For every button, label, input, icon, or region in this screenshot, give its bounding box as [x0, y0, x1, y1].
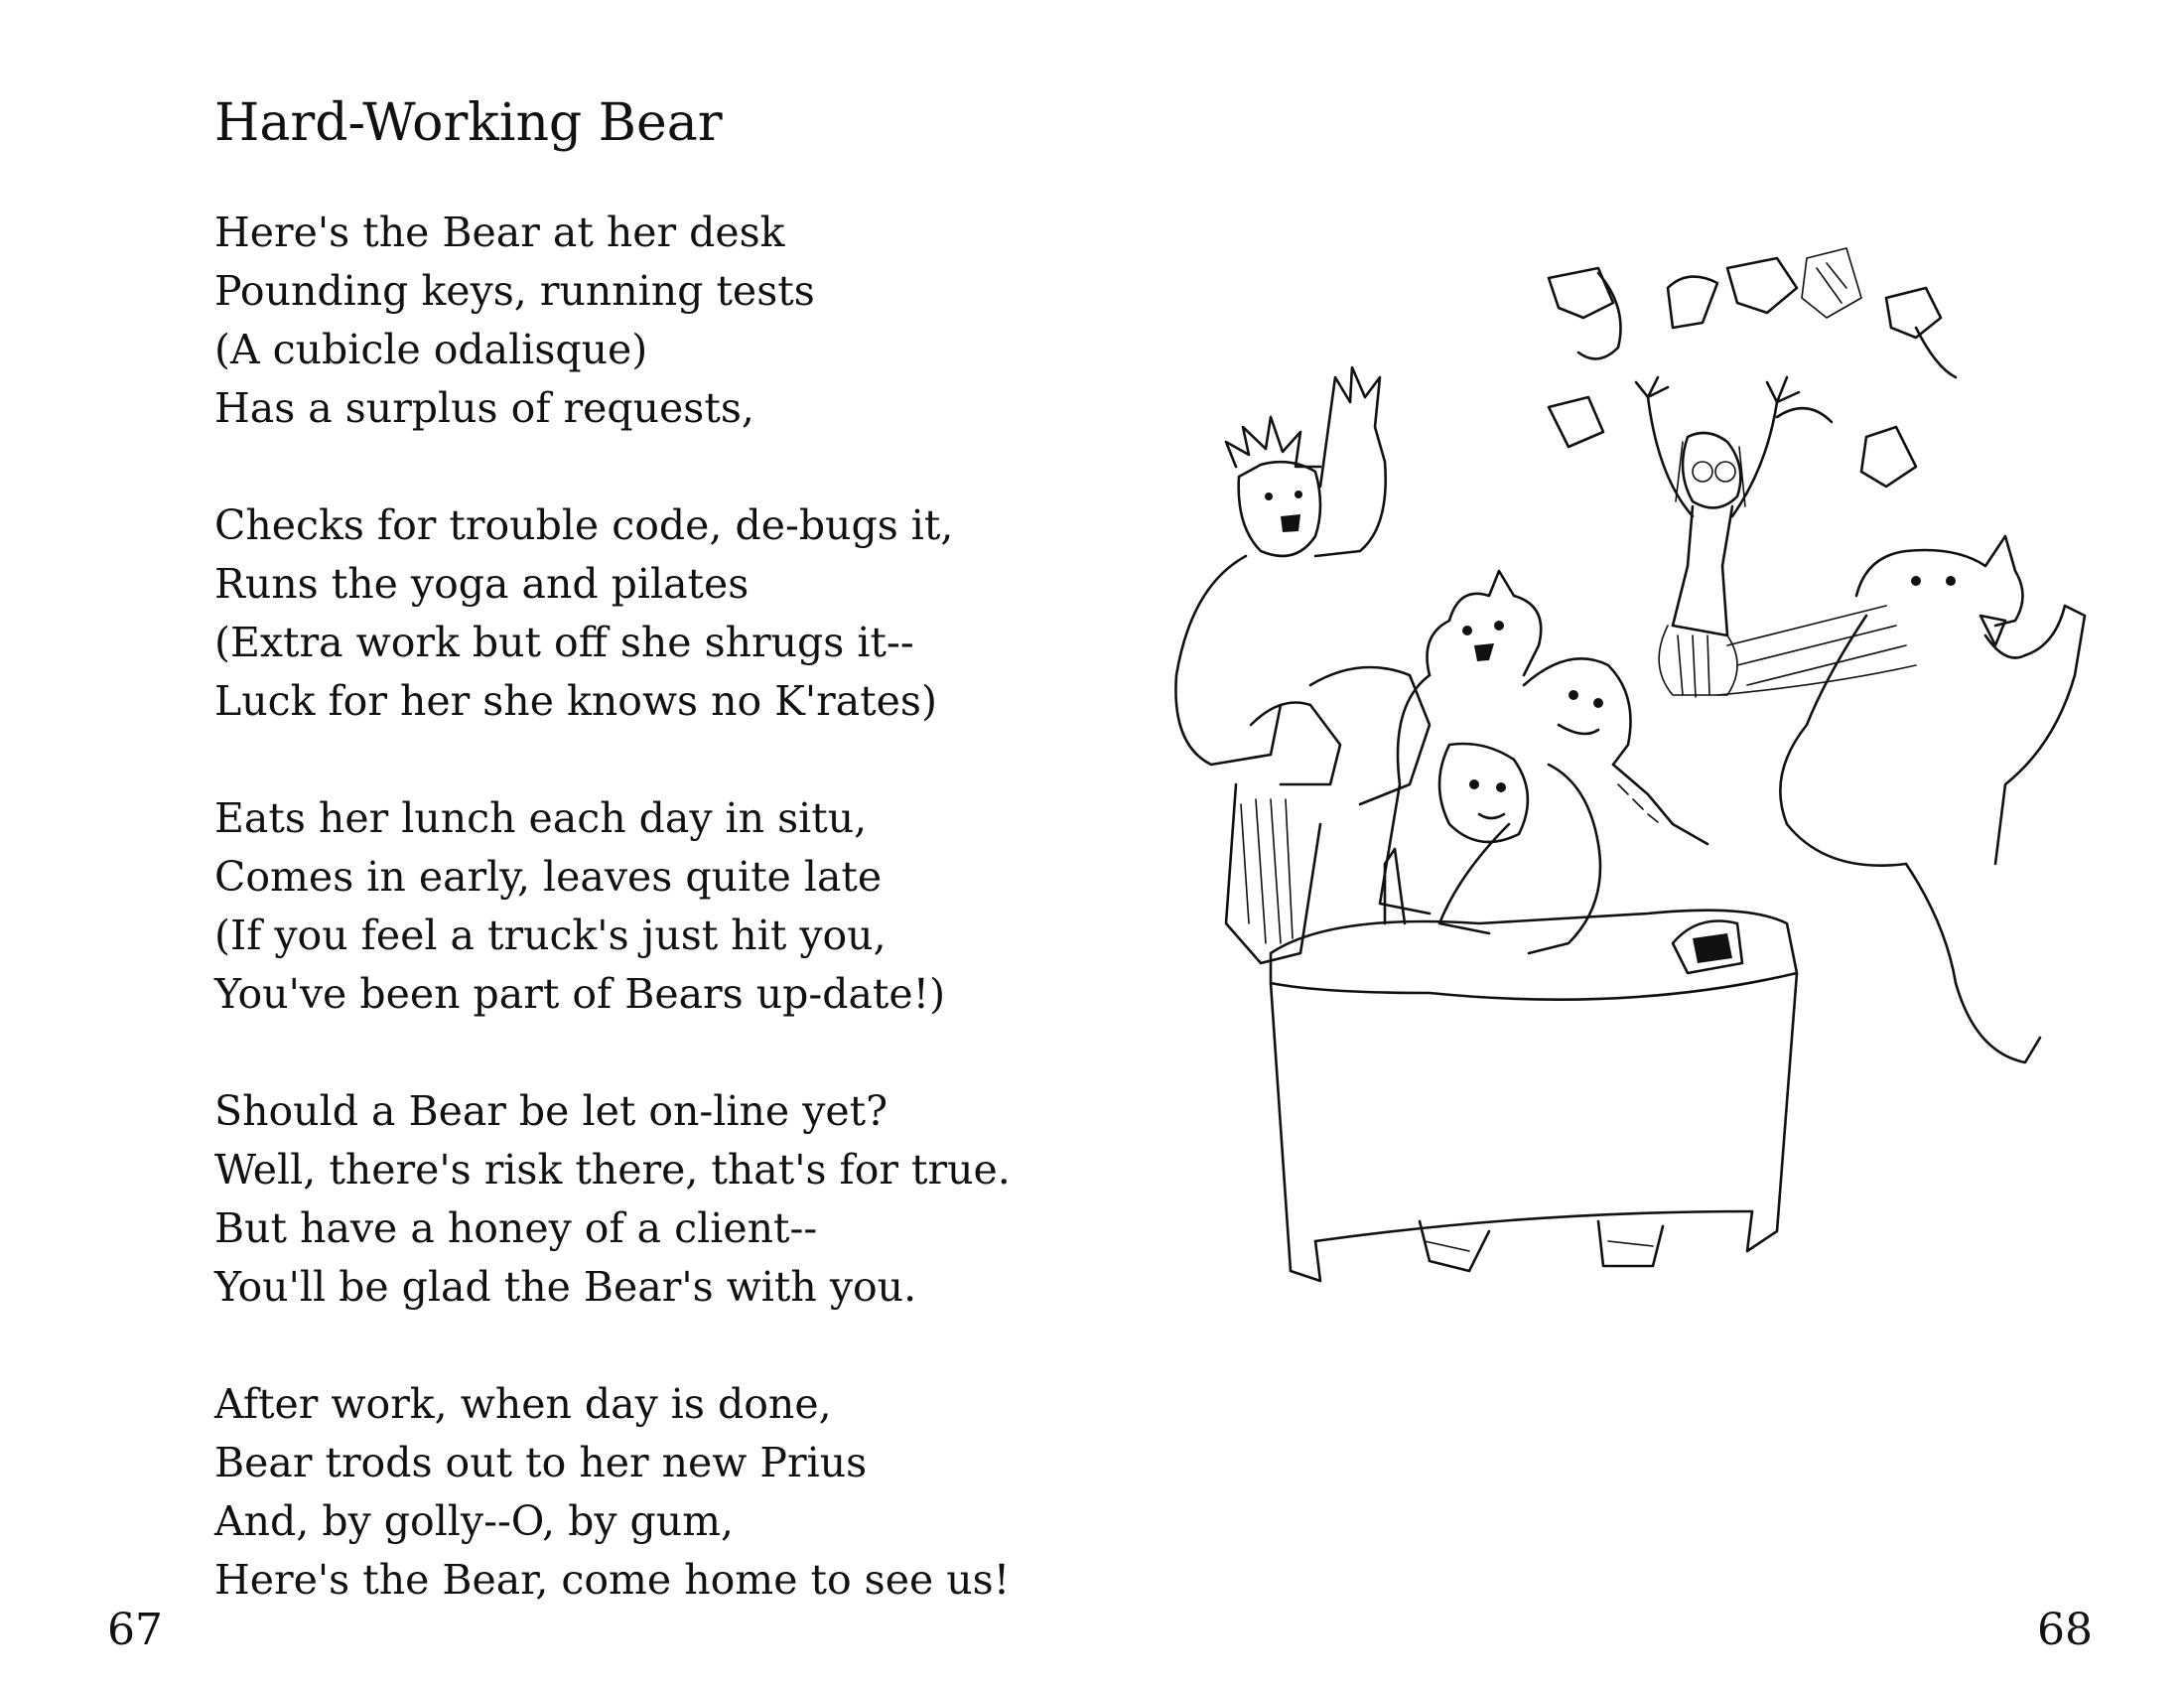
poem-line: Has a surplus of requests, — [214, 384, 754, 432]
poem-body — [214, 204, 1011, 1668]
poem-line: Well, there's risk there, that's for true. — [214, 1146, 1011, 1194]
ink-sketch — [1132, 228, 2144, 1380]
page-number-right: 68 — [2037, 1605, 2093, 1655]
flying-papers — [1549, 248, 1956, 487]
page-number-left: 67 — [107, 1605, 163, 1655]
poem-title: Hard-Working Bear — [214, 93, 723, 153]
poem-line: Pounding keys, running tests — [214, 267, 815, 315]
poem-line: After work, when day is done, — [214, 1380, 832, 1428]
bear-office-illustration — [1132, 228, 2144, 1380]
poem-line: Comes in early, leaves quite late — [214, 853, 883, 901]
poem-line: And, by golly--O, by gum, — [214, 1497, 735, 1545]
poem-line: But have a honey of a client-- — [214, 1204, 818, 1252]
poem-line: Luck for her she knows no K'rates) — [214, 677, 937, 725]
poem-line: Eats her lunch each day in situ, — [214, 794, 868, 842]
poem-line: (Extra work but off she shrugs it-- — [214, 619, 914, 666]
poem-line: Runs the yoga and pilates — [214, 560, 750, 608]
poem-line: You'll be glad the Bear's with you. — [214, 1263, 917, 1311]
center-woman-figure — [1636, 377, 1799, 697]
poem-line: Should a Bear be let on-line yet? — [214, 1087, 888, 1135]
poem-line: (A cubicle odalisque) — [214, 326, 648, 373]
poem-line: Bear trods out to her new Prius — [214, 1439, 868, 1486]
poem-line: Here's the Bear at her desk — [214, 209, 785, 256]
desk — [1271, 849, 1797, 1281]
right-bear-figure — [1717, 536, 2085, 1062]
bear-group — [1380, 571, 1707, 953]
poem-line: You've been part of Bears up-date!) — [214, 970, 946, 1018]
stanza — [214, 789, 1011, 1024]
left-woman-figure — [1175, 367, 1430, 963]
stanza — [214, 496, 1011, 731]
poem-line: Here's the Bear, come home to see us! — [214, 1556, 1011, 1604]
stanza — [214, 1375, 1011, 1610]
stanza — [214, 1082, 1011, 1317]
poem-line: Checks for trouble code, de-bugs it, — [214, 501, 954, 549]
poem-line: (If you feel a truck's just hit you, — [214, 912, 887, 959]
stanza — [214, 204, 1011, 438]
